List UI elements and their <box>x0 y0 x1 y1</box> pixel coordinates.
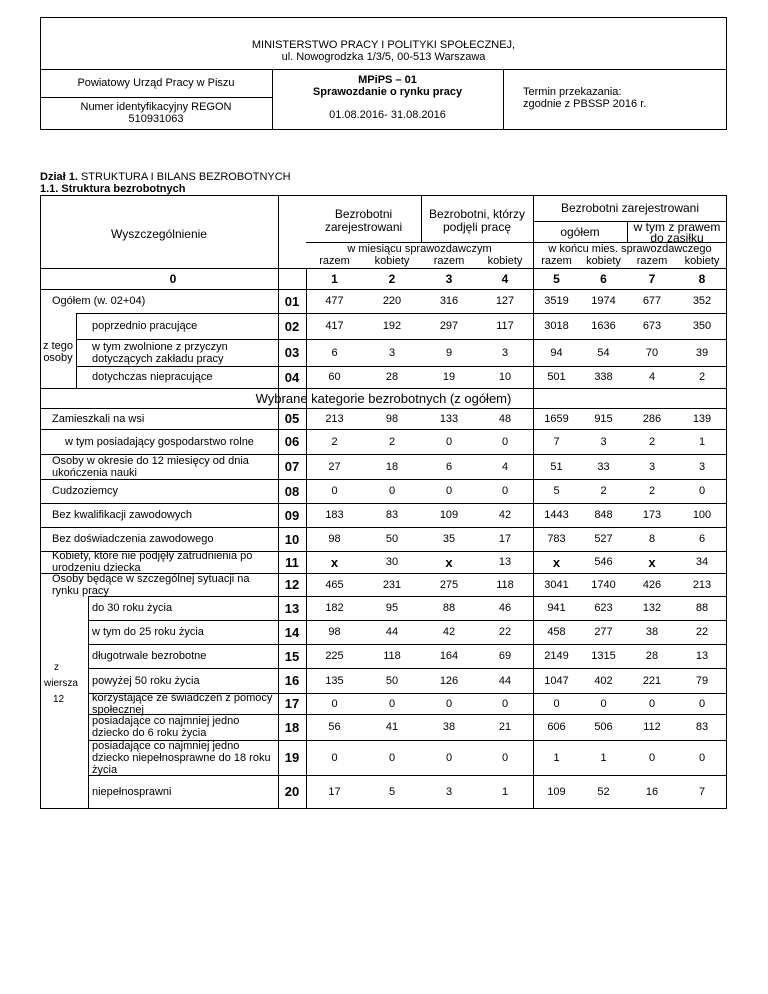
table-cell: 13 <box>695 650 709 662</box>
table-cell: 941 <box>547 602 566 614</box>
table-cell: 3519 <box>544 295 569 307</box>
table-cell: 0 <box>600 697 607 710</box>
column-number: 2 <box>388 272 396 286</box>
table-cell: 16 <box>645 785 659 798</box>
table-cell: 1740 <box>591 578 616 591</box>
table-cell: 38 <box>442 721 456 733</box>
table-cell: 0 <box>648 697 656 710</box>
subheader-cell: razem <box>433 255 465 267</box>
table-cell: 50 <box>385 674 399 687</box>
row-label: w tym zwolnione z przyczyn dotyczących zakładu pracy <box>92 340 228 365</box>
side-label-z-tego: z tego osoby <box>43 340 73 364</box>
table-cell: 677 <box>642 295 662 307</box>
row-label: korzystające ze świadczeń z pomocy społecznej <box>92 691 273 716</box>
table-cell: 231 <box>382 578 402 591</box>
table-cell: 3 <box>698 460 706 473</box>
table-cell: 139 <box>692 412 712 425</box>
row-number: 04 <box>284 369 300 385</box>
side-label-z: z <box>54 662 59 673</box>
table-cell: 6 <box>331 346 338 359</box>
table-cell: 41 <box>385 721 399 733</box>
table-cell: 164 <box>439 650 459 662</box>
table-cell: 56 <box>328 721 341 733</box>
table-cell: 127 <box>495 295 515 307</box>
table-cell: 0 <box>331 697 338 710</box>
table-cell: 1443 <box>544 509 569 521</box>
row-label: Osoby w okresie do 12 miesięcy od dnia ukończenia nauki <box>52 454 249 479</box>
column-number: 5 <box>553 272 560 286</box>
table-cell: 506 <box>594 721 613 733</box>
subheader-cell: kobiety <box>586 255 621 267</box>
table-cell: 0 <box>445 751 453 764</box>
row-label: Zamieszkali na wsi <box>52 412 145 425</box>
row-label: Bez doświadczenia zawodowego <box>52 533 214 545</box>
table-cell: 34 <box>695 556 709 568</box>
row-label: dotychczas niepracujące <box>92 371 213 383</box>
table-cell: 501 <box>547 371 566 383</box>
header-zarejestrowani-right: Bezrobotni zarejestrowani <box>560 201 700 215</box>
table-cell: 1315 <box>591 650 616 662</box>
table-cell: 126 <box>439 674 459 687</box>
table-cell: 28 <box>645 650 659 662</box>
table-cell: 27 <box>328 460 341 473</box>
table-cell: 1659 <box>544 412 569 425</box>
table-cell: 98 <box>328 533 341 545</box>
table-cell: 286 <box>642 412 662 425</box>
table-cell: 1047 <box>544 674 569 687</box>
table-cell: 7 <box>698 785 706 798</box>
subheader-cell: razem <box>541 255 572 267</box>
table-cell: 192 <box>382 320 402 332</box>
table-cell: 0 <box>553 697 560 710</box>
table-cell: 3 <box>600 435 607 448</box>
table-cell: 1 <box>553 751 560 764</box>
table-cell: 95 <box>385 602 399 614</box>
ministry-name: MINISTERSTWO PRACY I POLITYKI SPOŁECZNEJ, <box>251 38 516 51</box>
column-number: 7 <box>648 272 656 286</box>
table-cell: 69 <box>498 650 512 662</box>
row-number: 10 <box>284 531 300 547</box>
header-ogolem: ogółem <box>560 225 600 239</box>
table-cell: 94 <box>550 346 563 359</box>
subheader-cell: kobiety <box>684 255 720 267</box>
row-number: 12 <box>284 577 300 592</box>
table-cell: 783 <box>547 533 566 545</box>
table-cell: 79 <box>695 674 709 687</box>
office-name: Powiatowy Urząd Pracy w Piszu <box>77 77 235 89</box>
table-cell: 0 <box>501 751 509 764</box>
table-cell: 39 <box>695 346 709 359</box>
table-cell: 1974 <box>591 295 616 307</box>
table-cell: 8 <box>648 533 656 545</box>
header-bezrobotni-a: Bezrobotni <box>334 207 393 221</box>
table-cell: 477 <box>325 295 344 307</box>
table-cell: 0 <box>698 485 706 497</box>
row-number: 07 <box>284 459 300 474</box>
header-prawo-b: do zasiłku <box>650 230 704 245</box>
table-cell: 22 <box>695 626 709 638</box>
table-cell: 50 <box>385 533 399 545</box>
table-cell: 22 <box>498 626 512 638</box>
table-cell: 183 <box>325 509 344 521</box>
table-cell: 546 <box>594 556 613 568</box>
table-cell: 17 <box>328 785 341 798</box>
deadline-label: Termin przekazania: <box>523 86 622 98</box>
regon-value: 510931063 <box>128 113 184 125</box>
table-cell: 33 <box>597 460 610 473</box>
table-cell: 338 <box>594 371 613 383</box>
row-label: do 30 roku życia <box>92 602 173 614</box>
column-number: 1 <box>331 272 338 286</box>
table-cell: 0 <box>698 751 706 764</box>
table-cell: 426 <box>642 578 662 591</box>
table-cell: 109 <box>547 785 566 798</box>
header-bezrobotni-b: zarejestrowani <box>324 220 403 234</box>
row-label: w tym posiadający gospodarstwo rolne <box>65 435 254 448</box>
column-number: 8 <box>698 272 706 286</box>
table-cell: 88 <box>442 602 456 614</box>
table-cell: 297 <box>439 320 459 332</box>
header-w-koncu: w końcu mies. sprawozdawczego <box>548 243 712 255</box>
table-cell: 0 <box>445 697 453 710</box>
table-cell: 30 <box>385 556 399 568</box>
row-number: 17 <box>284 696 300 711</box>
table-cell: 118 <box>496 578 514 591</box>
table-cell: 98 <box>385 412 399 425</box>
table-cell: 606 <box>547 721 566 733</box>
table-cell: 6 <box>698 533 706 545</box>
table-cell: 109 <box>439 509 459 521</box>
report-period: 01.08.2016- 31.08.2016 <box>329 109 446 121</box>
row-number: 06 <box>284 434 300 449</box>
report-code: MPiPS – 01 <box>358 74 417 86</box>
table-cell: 915 <box>594 412 613 425</box>
table-cell: 4 <box>501 460 509 473</box>
table-cell: 42 <box>442 626 456 638</box>
table-cell: 7 <box>553 435 560 448</box>
table-cell: 5 <box>388 785 396 798</box>
table-cell: x <box>330 554 339 570</box>
table-cell: 28 <box>385 371 399 383</box>
table-cell: 352 <box>692 295 712 307</box>
header-wyszczegolnienie: Wyszczególnienie <box>111 227 207 241</box>
table-cell: 213 <box>692 578 712 591</box>
table-cell: 213 <box>325 412 344 425</box>
table-cell: 465 <box>325 578 344 591</box>
table-cell: 3 <box>445 785 453 798</box>
row-number: 08 <box>284 483 300 499</box>
row-label: posiadające co najmniej jedno dziecko niepełnosprawne do 18 roku życia <box>92 739 271 776</box>
table-cell: 0 <box>501 485 509 497</box>
subheader-cell: razem <box>636 255 668 267</box>
row-number: 02 <box>284 318 300 334</box>
table-cell: 2 <box>600 485 607 497</box>
table-cell: 42 <box>498 509 512 521</box>
column-number: 3 <box>445 272 453 286</box>
table-cell: 2 <box>388 435 396 448</box>
row-number: 13 <box>284 600 300 616</box>
table-cell: 458 <box>547 626 566 638</box>
section-subtitle: 1.1. Struktura bezrobotnych <box>40 183 186 195</box>
row-number: 11 <box>285 554 299 570</box>
row-label: długotrwale bezrobotne <box>92 650 207 662</box>
table-cell: 2 <box>331 435 338 448</box>
subheader-cell: kobiety <box>487 255 523 267</box>
table-cell: 46 <box>498 602 512 614</box>
table-cell: 132 <box>642 602 662 614</box>
table-cell: 0 <box>445 435 453 448</box>
deadline-value: zgodnie z PBSSP 2016 r. <box>523 98 647 110</box>
table-cell: x <box>445 554 453 570</box>
table-cell: 21 <box>498 721 512 733</box>
table-cell: 19 <box>442 371 456 383</box>
table-cell: 17 <box>498 533 512 545</box>
row-number: 03 <box>284 345 300 360</box>
row-number: 18 <box>284 719 300 735</box>
table-cell: 0 <box>388 751 396 764</box>
table-cell: 221 <box>642 674 662 687</box>
row-label: poprzednio pracujące <box>92 320 198 332</box>
table-cell: 3 <box>388 346 396 359</box>
row-number: 14 <box>284 624 300 640</box>
table-cell: 5 <box>553 485 560 497</box>
table-cell: 51 <box>550 460 563 473</box>
table-cell: 18 <box>385 460 399 473</box>
table-cell: 118 <box>383 650 401 662</box>
table-cell: 0 <box>445 485 453 497</box>
table-cell: 0 <box>331 485 338 497</box>
table-cell: 35 <box>442 533 456 545</box>
table-cell: 135 <box>325 674 344 687</box>
table-cell: 2 <box>648 435 656 448</box>
row-number: 09 <box>284 507 300 523</box>
section-title: Dział 1. STRUKTURA I BILANS BEZROBOTNYCH <box>40 171 291 183</box>
row-label: Cudzoziemcy <box>52 485 119 497</box>
table-cell: 182 <box>325 602 344 614</box>
row-number: 15 <box>284 648 300 664</box>
table-cell: 1 <box>501 785 509 798</box>
table-cell: 316 <box>439 295 459 307</box>
row-label: posiadające co najmniej jedno dziecko do 6 roku życia <box>92 715 240 739</box>
table-cell: 2 <box>698 371 706 383</box>
table-cell: 3041 <box>544 578 569 591</box>
table-cell: 112 <box>643 721 661 733</box>
table-cell: 70 <box>645 346 659 359</box>
header-w-miesiacu: w miesiącu sprawozdawczym <box>347 243 492 255</box>
table-cell: 83 <box>695 721 709 733</box>
table-cell: x <box>552 554 561 570</box>
table-cell: 9 <box>445 346 453 359</box>
row-number: 01 <box>284 293 300 309</box>
header-prawo-a: w tym z prawem <box>633 219 721 234</box>
table-cell: 3018 <box>544 320 569 332</box>
side-label-wiersza: wiersza <box>44 678 78 689</box>
row-label: w tym do 25 roku życia <box>92 626 204 638</box>
table-cell: 1636 <box>591 320 616 332</box>
table-cell: 220 <box>382 295 402 307</box>
table-cell: 0 <box>388 697 396 710</box>
table-cell: 60 <box>328 371 341 383</box>
regon-label: Numer identyfikacyjny REGON <box>80 101 232 113</box>
table-cell: 0 <box>698 697 706 710</box>
table-cell: 173 <box>642 509 662 521</box>
header-podjeli-a: Bezrobotni, którzy <box>428 207 526 221</box>
table-cell: 98 <box>328 626 341 638</box>
table-cell: 44 <box>385 626 399 638</box>
subheader-cell: kobiety <box>374 255 410 267</box>
ministry-address: ul. Nowogrodzka 1/3/5, 00-513 Warszawa <box>281 50 486 63</box>
column-number: 4 <box>501 272 509 286</box>
table-cell: 275 <box>439 578 459 591</box>
table-cell: 54 <box>597 346 610 359</box>
table-cell: 0 <box>648 751 656 764</box>
table-cell: 225 <box>325 650 344 662</box>
table-cell: 2 <box>648 485 656 497</box>
table-cell: 133 <box>439 412 459 425</box>
table-cell: 38 <box>645 626 659 638</box>
categories-title: Wybrane kategorie bezrobotnych (z ogółem) <box>255 390 512 406</box>
table-cell: 277 <box>594 626 613 638</box>
table-cell: 48 <box>498 412 512 425</box>
table-cell: 52 <box>597 785 610 798</box>
header-podjeli-b: podjęli pracę <box>442 220 512 234</box>
table-cell: x <box>648 554 656 570</box>
subheader-cell: razem <box>319 255 350 267</box>
table-cell: 673 <box>642 320 662 332</box>
table-cell: 0 <box>501 435 509 448</box>
row-number: 19 <box>284 750 300 765</box>
row-label: Kobiety, które nie podjęły zatrudnienia po urodzeniu dziecka <box>52 550 253 574</box>
row-number: 20 <box>284 784 300 799</box>
table-cell: 100 <box>692 509 712 521</box>
report-title: Sprawozdanie o rynku pracy <box>312 86 463 98</box>
table-cell: 3 <box>648 460 656 473</box>
table-cell: 0 <box>331 751 338 764</box>
row-label: powyżej 50 roku życia <box>92 674 200 687</box>
table-cell: 0 <box>388 485 396 497</box>
table-cell: 4 <box>648 371 656 383</box>
table-cell: 6 <box>445 460 453 473</box>
row-number: 05 <box>284 411 300 426</box>
column-number: 0 <box>169 272 177 286</box>
side-label-12: 12 <box>53 694 65 705</box>
row-label: niepełnosprawni <box>92 785 172 798</box>
row-label: Osoby będące w szczególnej sytuacji na rynku pracy <box>52 572 250 597</box>
table-cell: 623 <box>594 602 613 614</box>
table-cell: 44 <box>498 674 512 687</box>
row-label: Ogółem (w. 02+04) <box>52 295 146 307</box>
table-cell: 83 <box>385 509 399 521</box>
table-cell: 350 <box>692 320 712 332</box>
table-cell: 1 <box>698 435 706 448</box>
table-cell: 2149 <box>544 650 569 662</box>
table-cell: 13 <box>498 556 512 568</box>
table-cell: 1 <box>600 751 607 764</box>
row-number: 16 <box>284 673 300 688</box>
table-cell: 0 <box>501 697 509 710</box>
table-cell: 88 <box>695 602 709 614</box>
table-cell: 117 <box>496 320 514 332</box>
table-cell: 417 <box>325 320 344 332</box>
table-cell: 3 <box>501 346 509 359</box>
column-number: 6 <box>600 272 607 286</box>
table-cell: 848 <box>594 509 613 521</box>
table-cell: 527 <box>594 533 613 545</box>
row-label: Bez kwalifikacji zawodowych <box>52 509 192 521</box>
table-cell: 10 <box>498 371 512 383</box>
table-cell: 402 <box>594 674 613 687</box>
